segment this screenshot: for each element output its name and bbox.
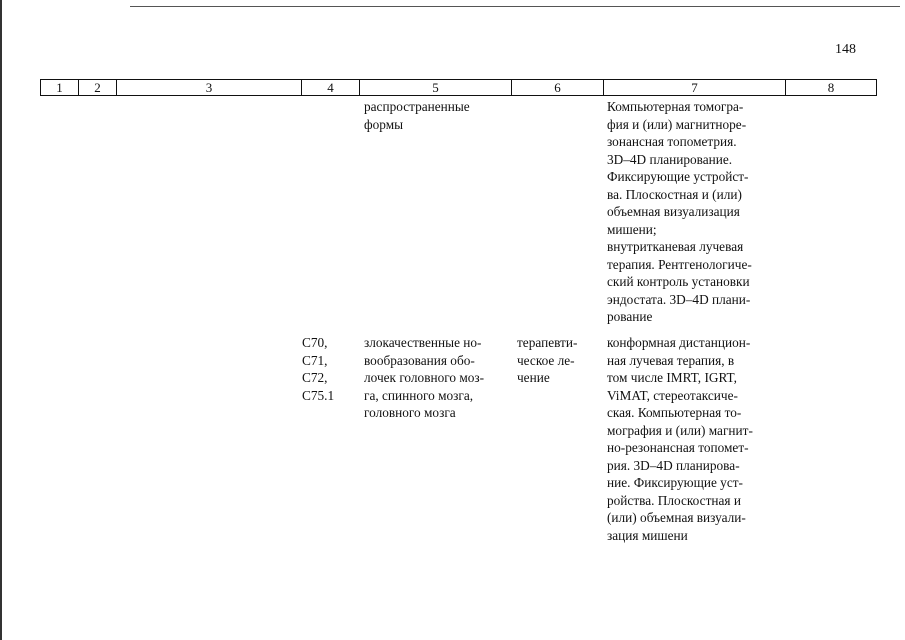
row2-method: конформная дистанцион- ная лучевая терапия, в том числе IMRT, IGRT, ViMAT, стереотаксиче- ская. Компьютерная то- мография и (или) магнит- но-резонансная топомет- рия. 3D–4D планирова- ние. Фиксирующие уст- ройства. Плоскостная и (или) объемная визуали- зация мишени <box>607 335 753 543</box>
header-col-4: 4 <box>302 80 360 95</box>
page-number: 148 <box>835 42 856 57</box>
header-col-5: 5 <box>360 80 512 95</box>
header-col-2: 2 <box>79 80 117 95</box>
header-col-8: 8 <box>827 80 835 95</box>
row1-condition: распространенные формы <box>364 99 470 132</box>
row2-icd-codes: C70, C71, C72, C75.1 <box>302 335 335 403</box>
row2-condition: злокачественные но- вообразования обо- лочек головного моз- га, спинного мозга, головного мозга <box>364 335 485 420</box>
table-header-row <box>40 79 877 96</box>
row2-treatment-type: терапевти- ческое ле- чение <box>517 335 578 385</box>
row1-method: Компьютерная томогра- фия и (или) магнитноре- зонансная топометрия. 3D–4D планирование. Фиксирующие устройст- ва. Плоскостная и (или) объемная визуализация мишени; внутритканевая лучевая терапия. Рентгенологиче- ский контроль установки эндостата. 3D–4D плани- рование <box>607 99 752 324</box>
header-col-6: 6 <box>512 80 604 95</box>
top-rule <box>130 6 900 7</box>
header-col-7: 7 <box>604 80 786 95</box>
header-col-1: 1 <box>41 80 79 95</box>
page-left-edge <box>0 0 2 640</box>
header-col-3: 3 <box>117 80 302 95</box>
